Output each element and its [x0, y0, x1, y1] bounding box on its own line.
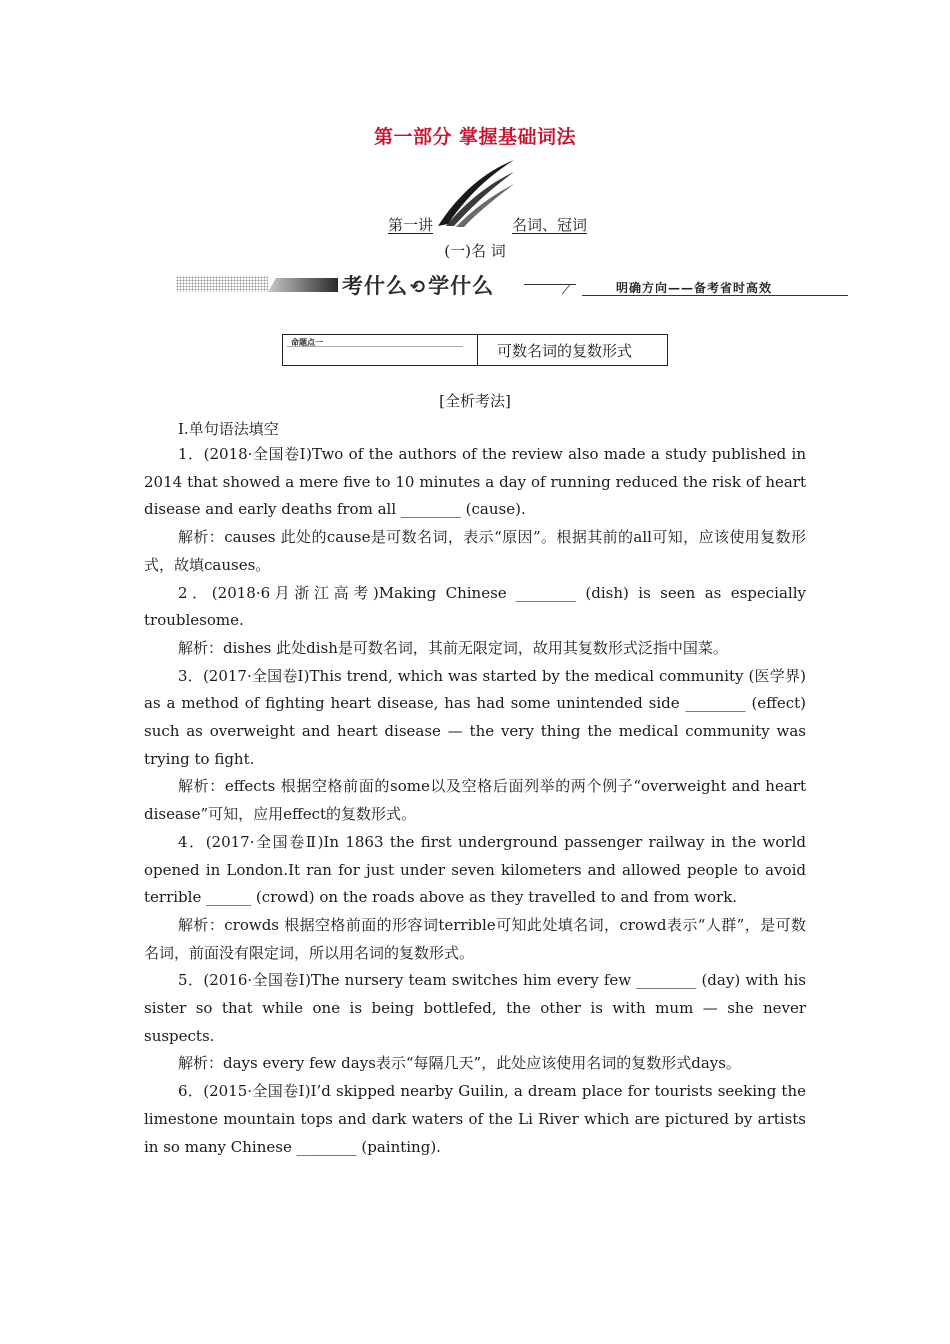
topic-tag: 命题点一: [291, 338, 323, 347]
exercise-list: [144, 441, 806, 1161]
lecture-topic: 名词、冠词: [512, 216, 588, 234]
topic-label: 可数名词的复数形式: [497, 342, 633, 360]
swoosh-decoration-icon: [436, 158, 516, 228]
topic-box: [282, 334, 668, 366]
question-4: 4．(2017·全国卷Ⅱ)In 1863 the first underground passenger railway in the world opened in London.It ran for just under seven kilometers and allowed people to avoid terrible ______ (crowd) on the roads above as they travelled to and from work.: [144, 832, 806, 907]
topic-tag-line: [287, 346, 463, 347]
topic-divider: [477, 335, 478, 365]
section-label: [全析考法]: [439, 392, 511, 410]
banner-slash: [562, 284, 585, 294]
analysis-5: 解析：days every few days表示“每隔几天”，此处应该使用名词的复数形式days。: [178, 1054, 741, 1073]
question-5: 5．(2016·全国卷Ⅰ)The nursery team switches him every few ________ (day) with his sister so that while one is being bottlefed, the other is with mum — she never suspects.: [144, 971, 806, 1045]
banner-dots: [176, 276, 268, 292]
lecture-number: 第一讲: [388, 216, 434, 234]
part-title: 第一部分 掌握基础词法: [373, 126, 577, 148]
question-3: 3．(2017·全国卷Ⅰ)This trend, which was started by the medical community (医学界) as a method of fighting heart disease, has had some unintended side ________ (effect) such as overweight and heart disease — the very thing the medical community was trying to fight.: [144, 666, 806, 768]
analysis-1: 解析：causes 此处的cause是可数名词，表示“原因”。根据其前的all可知，应该使用复数形式，故填causes。: [144, 528, 806, 574]
banner-main-right: 学什么: [428, 274, 495, 298]
question-2: 2．(2018·6月浙江高考)Making Chinese ________ (dish) is seen as especially troublesome.: [144, 583, 806, 630]
banner-subtitle: 明确方向——备考省时高效: [616, 281, 773, 295]
section-title: Ⅰ.单句语法填空: [178, 420, 279, 438]
section-banner: [176, 268, 848, 302]
subheading: (一)名 词: [444, 242, 506, 260]
analysis-3: 解析：effects 根据空格前面的some以及空格后面列举的两个例子“overweight and heart disease”可知，应用effect的复数形式。: [144, 777, 806, 824]
analysis-2: 解析：dishes 此处dish是可数名词，其前无限定词，故用其复数形式泛指中国菜。: [178, 638, 728, 657]
circular-arrow-icon: ⟲: [410, 277, 427, 298]
banner-main-left: 考什么: [342, 274, 408, 298]
question-1: 1．(2018·全国卷Ⅰ)Two of the authors of the review also made a study published in 2014 that showed a mere five to 10 minutes a day of running reduced the risk of heart disease and early deaths from all ________ (cause).: [144, 445, 806, 519]
banner-main-text: [342, 270, 494, 300]
question-6: 6．(2015·全国卷Ⅰ)I’d skipped nearby Guilin, a dream place for tourists seeking the limestone mountain tops and dark waters of the Li River which are pictured by artists in so many Chinese ________ (painting).: [144, 1082, 806, 1156]
analysis-4: 解析：crowds 根据空格前面的形容词terrible可知此处填名词，crowd表示“人群”，是可数名词，前面没有限定词，所以用名词的复数形式。: [144, 915, 806, 962]
banner-bar: [268, 278, 338, 292]
